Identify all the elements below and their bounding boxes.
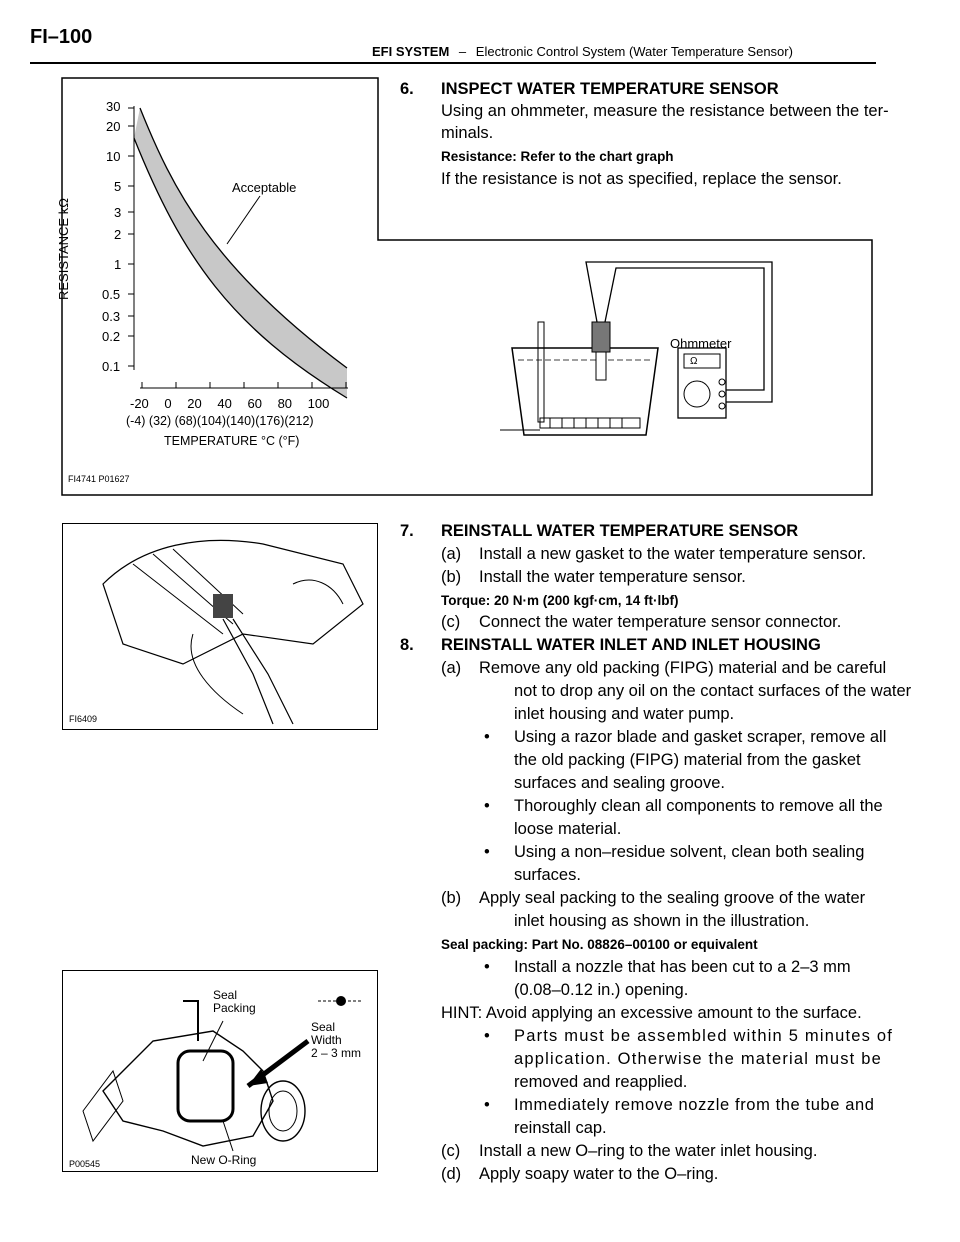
bullet: • (484, 958, 490, 976)
x-tick: -20 (130, 396, 149, 411)
y-tick: 1 (114, 257, 122, 272)
hint: HINT: Avoid applying an excessive amount to the surface. (441, 1004, 862, 1022)
ohmmeter-label: Ohmmeter (670, 336, 732, 351)
bullet: • (484, 1096, 490, 1114)
step8-a-text: Remove any old packing (FIPG) material and be careful (479, 659, 887, 677)
bullet: • (484, 728, 490, 746)
header-dash: – (458, 44, 467, 59)
step7-a-label: (a) (441, 545, 462, 563)
seal-packing-spec: Seal packing: Part No. 08826–00100 or equivalent (441, 937, 758, 952)
seal-width-label: Seal Width 2 – 3 mm (311, 1020, 362, 1060)
step6-text: Using an ohmmeter, measure the resistance between the ter- (441, 102, 889, 120)
step8-d-label: (d) (441, 1165, 462, 1183)
y-tick: 20 (106, 119, 121, 134)
y-tick: 0.5 (102, 287, 121, 302)
x-tick: 80 (277, 396, 293, 411)
step8-c-label: (c) (441, 1142, 461, 1160)
figure2-photo (62, 523, 378, 730)
seal-packing-label: Seal Packing (213, 988, 256, 1015)
x-tick-labels-f: (-4) (32) (68)(104)(140)(176)(212) (126, 414, 314, 428)
bullet: • (484, 843, 490, 861)
step6-note: If the resistance is not as specified, replace the sensor. (441, 170, 842, 188)
step8-c-text: Install a new O–ring to the water inlet housing. (479, 1142, 818, 1160)
step8-d-text: Apply soapy water to the O–ring. (479, 1165, 719, 1183)
step8-a-bullet1: Using a razor blade and gasket scraper, remove all (514, 728, 887, 746)
step8-a-label: (a) (441, 659, 462, 677)
step8-b-bullet1: (0.08–0.12 in.) opening. (514, 981, 689, 999)
step7-b-label: (b) (441, 568, 462, 586)
step8-a-bullet1: surfaces and sealing groove. (514, 774, 725, 792)
step8-number: 8. (400, 636, 414, 654)
step6-text: minals. (441, 124, 494, 142)
x-tick: 60 (247, 396, 262, 411)
figure3-code: P00545 (69, 1159, 101, 1169)
new-oring-label: New O-Ring (191, 1153, 257, 1167)
header-subtitle: Electronic Control System (Water Temperature Sensor) (475, 44, 793, 59)
figure1-code: FI4741 P01627 (68, 474, 130, 484)
ohmmeter-illustration (500, 250, 780, 450)
step8-a-bullet2: loose material. (514, 820, 622, 838)
x-tick: 20 (187, 396, 202, 411)
step8-b-bullet2: application. Otherwise the material must be (514, 1050, 883, 1068)
step7-a-text: Install a new gasket to the water temperature sensor. (479, 545, 867, 563)
bullet: • (484, 797, 490, 815)
step8-a-text: inlet housing and water pump. (514, 705, 735, 723)
figure2-code: FI6409 (69, 714, 98, 724)
step8-b-bullet3: Immediately remove nozzle from the tube and (514, 1096, 875, 1114)
figure3-illustration (62, 970, 378, 1172)
step8-b-bullet3: reinstall cap. (514, 1119, 607, 1137)
step8-a-bullet1: the old packing (FIPG) material from the gasket (514, 751, 861, 769)
acceptable-label: Acceptable (232, 180, 297, 195)
y-tick: 5 (114, 179, 122, 194)
y-tick: 2 (114, 227, 122, 242)
step8-b-text: inlet housing as shown in the illustration. (514, 912, 810, 930)
y-tick: 3 (114, 205, 122, 220)
y-tick: 10 (106, 149, 121, 164)
step6-spec: Resistance: Refer to the chart graph (441, 149, 674, 164)
step8-b-bullet1: Install a nozzle that has been cut to a 2–3 mm (514, 958, 851, 976)
step7-c-label: (c) (441, 613, 461, 631)
y-tick: 0.3 (102, 309, 121, 324)
acceptable-band (134, 108, 347, 398)
step7-title: REINSTALL WATER TEMPERATURE SENSOR (441, 522, 799, 540)
step7-b-text: Install the water temperature sensor. (479, 568, 746, 586)
step8-a-text: not to drop any oil on the contact surfaces of the water (514, 682, 912, 700)
step6-number: 6. (400, 80, 414, 98)
step7-c-text: Connect the water temperature sensor connector. (479, 613, 842, 631)
step8-b-text: Apply seal packing to the sealing groove of the water (479, 889, 866, 907)
y-axis-label: RESISTANCE kΩ (56, 198, 71, 300)
page-number: FI–100 (30, 26, 93, 48)
ohm-symbol: Ω (690, 356, 698, 367)
x-tick-labels-c (130, 396, 329, 411)
step8-b-bullet2: removed and reapplied. (514, 1073, 688, 1091)
step7-number: 7. (400, 522, 414, 540)
step8-b-bullet2: Parts must be assembled within 5 minutes of (514, 1027, 893, 1045)
step6-title: INSPECT WATER TEMPERATURE SENSOR (441, 80, 779, 98)
y-tick: 0.2 (102, 329, 121, 344)
y-tick: 30 (106, 99, 121, 114)
step8-a-bullet3: surfaces. (514, 866, 581, 884)
step7-torque: Torque: 20 N·m (200 kgf·cm, 14 ft·lbf) (441, 593, 679, 608)
x-tick: 100 (307, 396, 330, 411)
sensor-photo-illustration (63, 524, 378, 730)
x-axis-label: TEMPERATURE °C (°F) (164, 434, 300, 448)
y-tick: 0.1 (102, 359, 121, 374)
step8-a-bullet3: Using a non–residue solvent, clean both sealing (514, 843, 865, 861)
bullet: • (484, 1027, 490, 1045)
step8-b-label: (b) (441, 889, 462, 907)
x-tick: 0 (164, 396, 172, 411)
x-tick: 40 (217, 396, 232, 411)
step8-title: REINSTALL WATER INLET AND INLET HOUSING (441, 636, 821, 654)
header-section: EFI SYSTEM (372, 44, 450, 59)
step8-a-bullet2: Thoroughly clean all components to remove all the (514, 797, 883, 815)
